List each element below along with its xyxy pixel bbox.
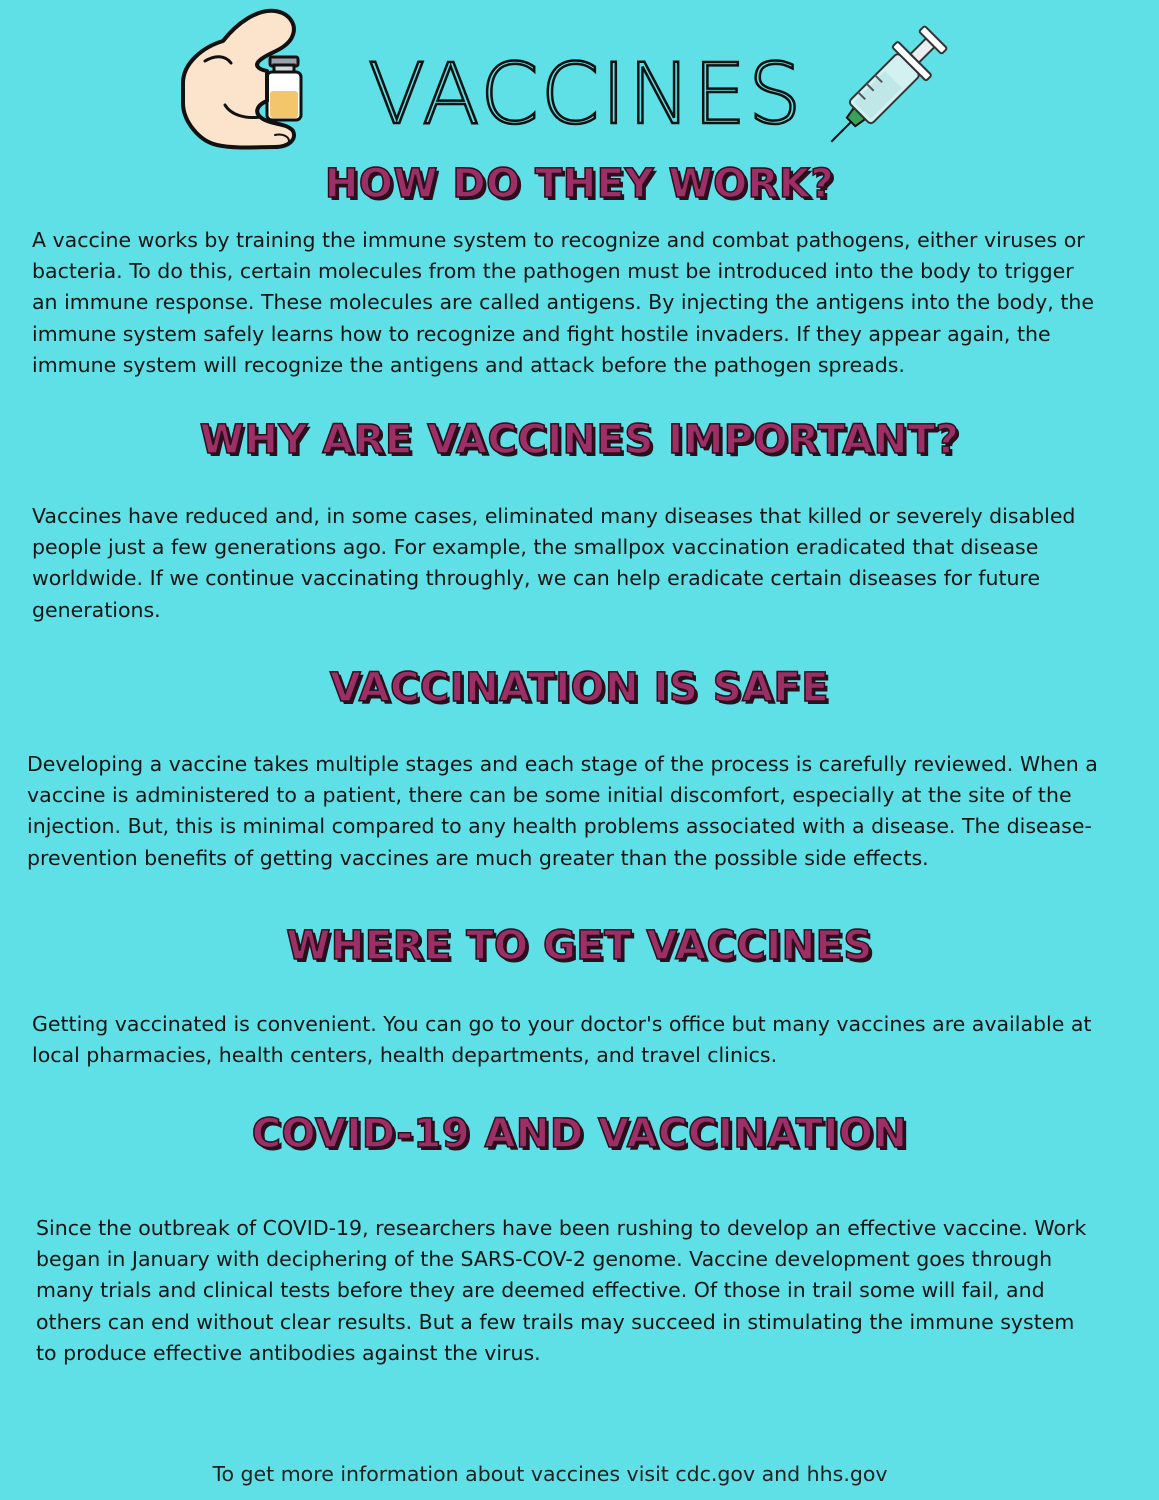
section-heading-where: WHERE TO GET VACCINES xyxy=(286,923,873,969)
hand-holding-vial-icon xyxy=(175,5,320,155)
section-body-safe: Developing a vaccine takes multiple stages and each stage of the process is carefully reviewed. When a vaccine is administered to a patient, there can be some initial discomfort, especially at the site of the injection. But, this is minimal compared to any health problems associated with a disease. The disease- prevention benefits of getting vaccines are much greater than the possible side effects. xyxy=(27,752,1098,870)
section-body-where: Getting vaccinated is convenient. You can go to your doctor's office but many vaccines are available at local pharmacies, health centers, health departments, and travel clinics. xyxy=(32,1012,1092,1068)
footer-note: To get more information about vaccines visit cdc.gov and hhs.gov xyxy=(212,1462,888,1486)
section-heading-covid: COVID-19 AND VACCINATION xyxy=(251,1111,908,1157)
section-heading-safe: VACCINATION IS SAFE xyxy=(329,665,830,711)
section-body-how: A vaccine works by training the immune system to recognize and combat pathogens, either viruses or bacteria. To do this, certain molecules from the pathogen must be introduced into the body to trigger an immune response. These molecules are called antigens. By injecting the antigens into the body, the immune system safely learns how to recognize and fight hostile invaders. If they appear again, the immune system will recognize the antigens and attack before the pathogen spreads. xyxy=(32,228,1094,377)
section-body-covid: Since the outbreak of COVID-19, researchers have been rushing to develop an effective vaccine. Work began in January with deciphering of the SARS-COV-2 genome. Vaccine development goes through many trials and clinical tests before they are deemed effective. Of those in trail some will fail, and others can end without clear results. But a few trails may succeed in stimulating the immune system to produce effective antibodies against the virus. xyxy=(36,1216,1087,1365)
section-heading-how: HOW DO THEY WORK? xyxy=(324,161,835,207)
section-heading-why: WHY ARE VACCINES IMPORTANT? xyxy=(199,417,960,463)
section-body-why: Vaccines have reduced and, in some cases, eliminated many diseases that killed or severely disabled people just a few generations ago. For example, the smallpox vaccination eradicated that disease worldwide. If we continue vaccinating throughly, we can help eradicate certain diseases for future generations. xyxy=(32,504,1076,622)
page-title: VACCINES xyxy=(368,45,804,143)
syringe-icon xyxy=(815,22,955,154)
